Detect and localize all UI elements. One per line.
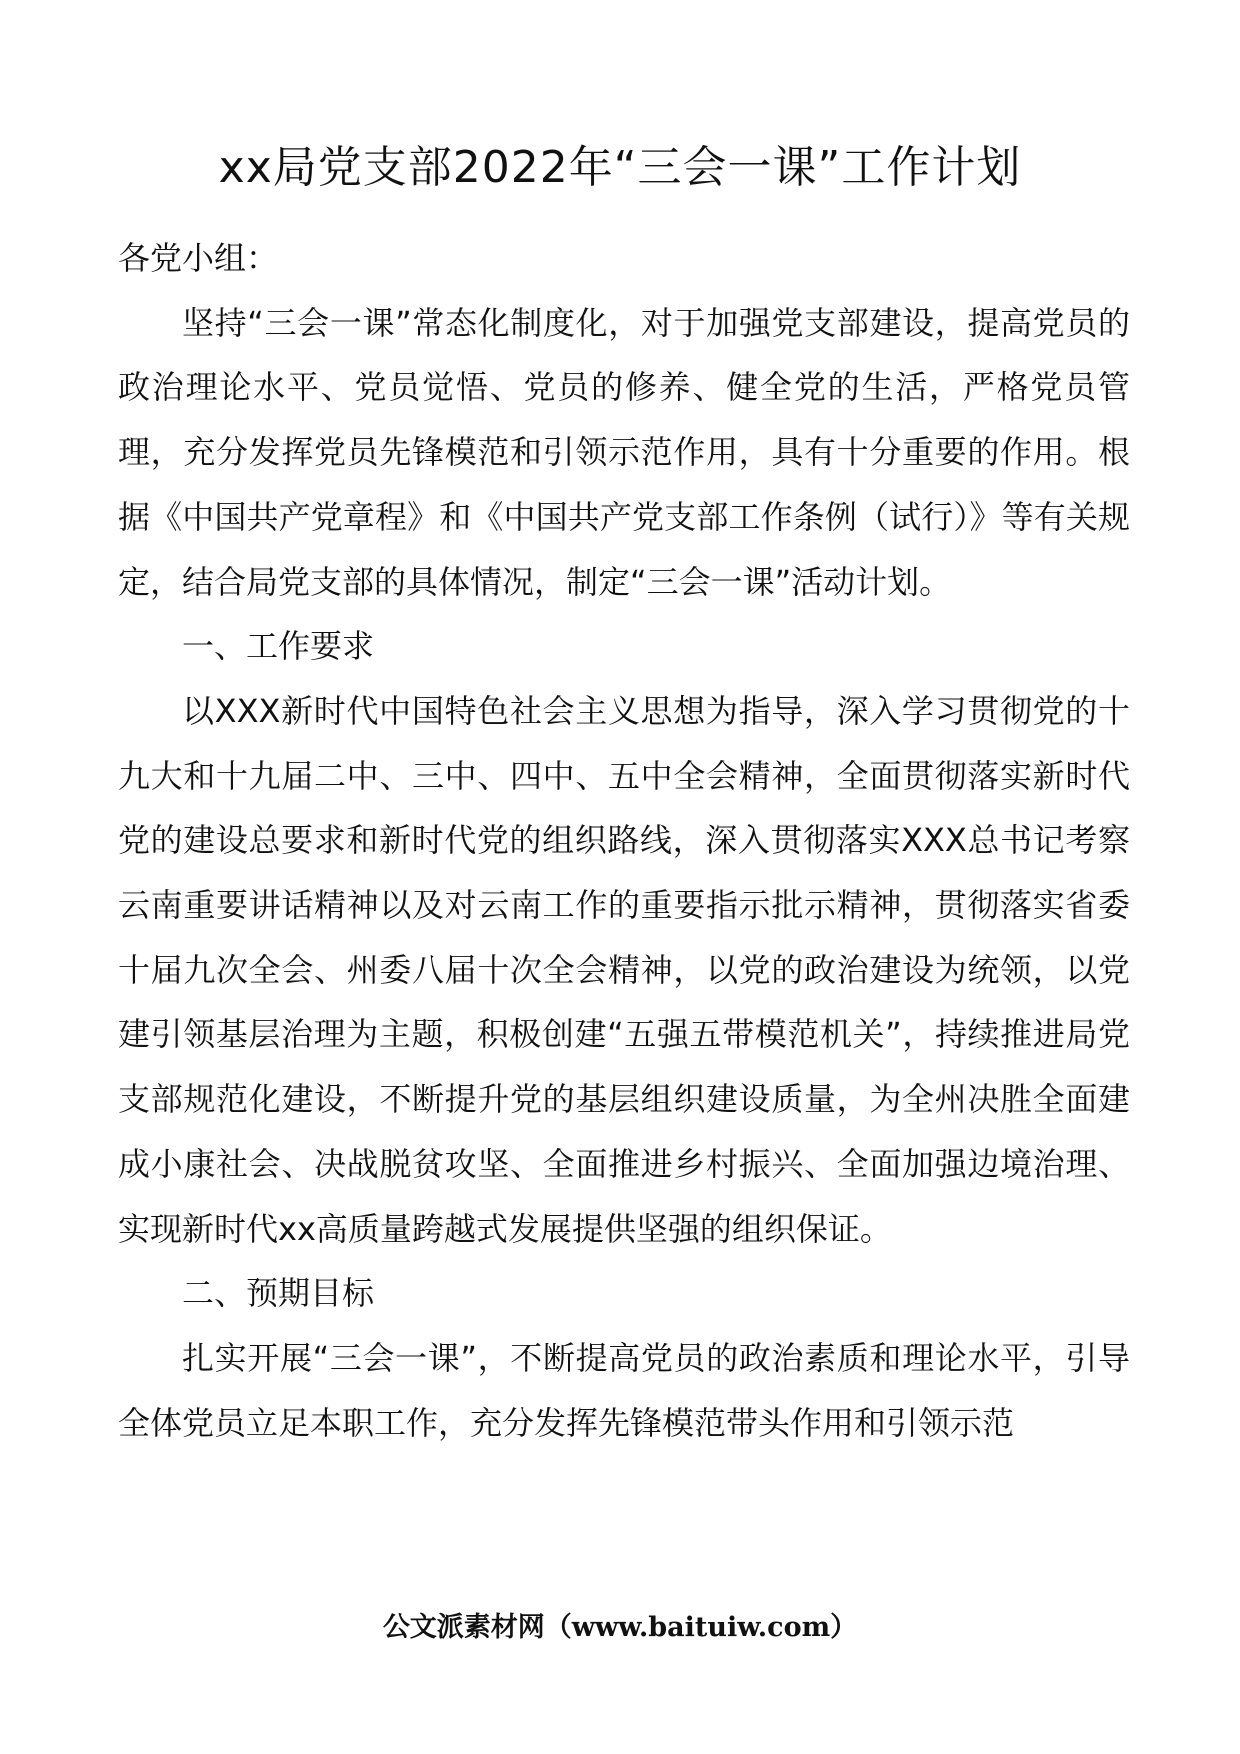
- document-title: xx局党支部2022年“三会一课”工作计划: [218, 142, 1022, 193]
- intro-paragraph: 坚持“三会一课”常态化制度化，对于加强党支部建设，提高党员的政治理论水平、党员觉悟、党员的修养、健全党的生活，严格党员管理，充分发挥党员先锋模范和引领示范作用，具有十分重要的作用。根据《中国共产党章程》和《中国共产党支部工作条例（试行）》等有关规定，结合局党支部的具体情况，制定“三会一课”活动计划。: [118, 303, 1130, 601]
- section-heading-goals: 二、预期目标: [182, 1274, 375, 1313]
- salutation: 各党小组：: [118, 239, 279, 277]
- document-body: [118, 226, 1130, 1455]
- footer-watermark: 公文派素材网（www.baituiw.com）: [382, 1612, 858, 1643]
- goals-paragraph: 扎实开展“三会一课”，不断提高党员的政治素质和理论水平，引导全体党员立足本职工作，充分发挥先锋模范带头作用和引领示范: [118, 1338, 1130, 1442]
- section-heading-requirements: 一、工作要求: [182, 627, 375, 666]
- requirements-paragraph: 以XXX新时代中国特色社会主义思想为指导，深入学习贯彻党的十九大和十九届二中、三中、四中、五中全会精神，全面贯彻落实新时代党的建设总要求和新时代党的组织路线，深入贯彻落实XXX总书记考察云南重要讲话精神以及对云南工作的重要指示批示精神，贯彻落实省委十届九次全会、州委八届十次全会精神，以党的政治建设为统领，以党建引领基层治理为主题，积极创建“五强五带模范机关”，持续推进局党支部规范化建设，不断提升党的基层组织建设质量，为全州决胜全面建成小康社会、决战脱贫攻坚、全面推进乡村振兴、全面加强边境治理、实现新时代xx高质量跨越式发展提供坚强的组织保证。: [118, 691, 1130, 1248]
